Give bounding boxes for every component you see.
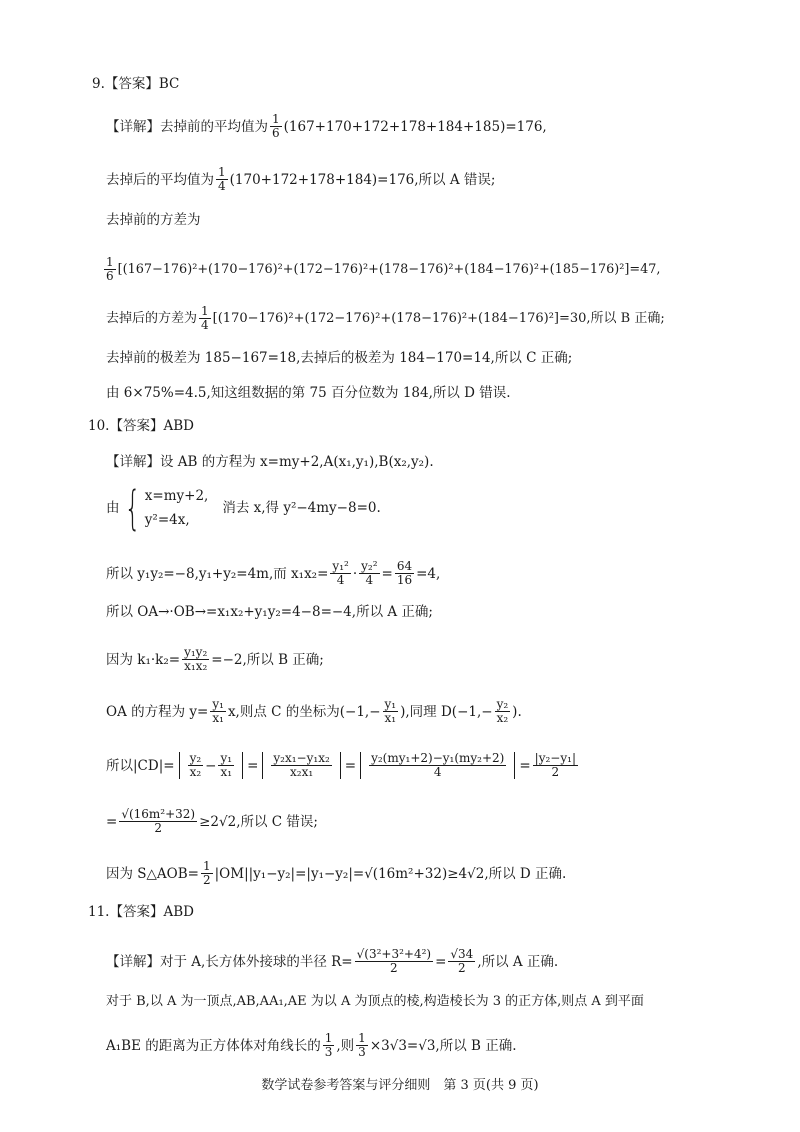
q10-cd-length xyxy=(106,752,580,779)
absolute-value xyxy=(360,752,515,779)
fraction xyxy=(119,808,197,835)
denominator: x₁ xyxy=(212,711,224,725)
q10-cd-bound xyxy=(106,808,318,835)
q9-range: 去掉前的极差为 185−167=18,去掉后的极差为 184−170=14,所以 C 正确; xyxy=(106,350,573,366)
q9-variance-after xyxy=(106,305,665,332)
q10-dot-product: 所以 OA→·OB→=x₁x₂+y₁y₂=4−8=−4,所以 A 正确; xyxy=(106,604,433,620)
fraction xyxy=(182,646,209,673)
text: = xyxy=(435,953,447,970)
numerator: 1 xyxy=(272,112,280,126)
denominator: 6 xyxy=(272,126,280,140)
fraction xyxy=(355,948,433,975)
denominator: 2 xyxy=(458,961,466,975)
fraction xyxy=(216,166,228,193)
numerator: y₁ xyxy=(384,697,397,711)
numerator: 1 xyxy=(106,255,114,269)
text: 去掉后的方差为 xyxy=(106,310,198,326)
text: = xyxy=(247,757,259,774)
text: |OM||y₁−y₂|=|y₁−y₂|=√(16m²+32)≥4√2,所以 D 正确. xyxy=(214,865,567,882)
denominator: 2 xyxy=(390,961,398,975)
q10-header: 10.【答案】ABD xyxy=(88,418,194,434)
text: ),同理 D(−1,− xyxy=(400,703,493,720)
q10-system xyxy=(106,481,381,535)
absolute-value xyxy=(262,752,340,779)
text: ). xyxy=(512,703,522,720)
text: 所以|CD|= xyxy=(106,757,175,774)
equation-line: y²=4x, xyxy=(144,512,190,528)
text: · xyxy=(352,565,358,582)
fraction xyxy=(210,698,226,725)
text: A₁BE 的距离为正方体体对角线长的 xyxy=(106,1037,321,1054)
text: (170+172+178+184)=176,所以 A 错误; xyxy=(229,171,496,188)
text: x,则点 C 的坐标为(−1,− xyxy=(227,703,381,720)
text: ,则 xyxy=(336,1037,355,1054)
denominator: 2 xyxy=(202,873,211,887)
q11-distance xyxy=(106,1032,517,1059)
numerator: y₁y₂ xyxy=(184,645,208,659)
text: ≥2√2,所以 C 错误; xyxy=(199,813,318,830)
numerator: 1 xyxy=(201,304,209,318)
left-brace: { xyxy=(124,481,141,535)
q9-mean-before xyxy=(106,113,547,140)
q11-header: 11.【答案】ABD xyxy=(88,904,194,920)
denominator: 4 xyxy=(201,318,209,332)
equation-system xyxy=(120,481,209,535)
denominator: 3 xyxy=(324,1045,333,1059)
text: 因为 S△AOB= xyxy=(106,865,199,882)
numerator: √(16m²+32) xyxy=(121,807,196,821)
numerator: y₂² xyxy=(361,559,378,573)
fraction xyxy=(495,698,511,725)
numerator: 1 xyxy=(324,1031,333,1045)
text: 因为 k₁·k₂= xyxy=(106,651,181,668)
denominator: 4 xyxy=(336,573,345,587)
denominator: x₁ xyxy=(220,765,233,779)
text: (167+170+172+178+184+185)=176, xyxy=(283,118,547,135)
text: − xyxy=(205,757,217,774)
denominator: x₂ xyxy=(496,711,509,725)
denominator: 16 xyxy=(396,573,413,587)
text: =4, xyxy=(416,565,441,582)
fraction xyxy=(104,256,116,283)
fraction xyxy=(330,560,350,587)
numerator: y₂(my₁+2)−y₁(my₂+2) xyxy=(371,751,505,765)
text: 去掉后的平均值为 xyxy=(106,171,214,188)
q9-variance-before xyxy=(102,256,660,283)
denominator: 2 xyxy=(551,765,560,779)
numerator: 1 xyxy=(202,859,211,873)
numerator: y₁ xyxy=(220,751,233,765)
denominator: 6 xyxy=(106,269,114,283)
q9-header: 9.【答案】BC xyxy=(92,76,180,92)
fraction xyxy=(369,752,506,779)
fraction xyxy=(359,560,379,587)
denominator: x₁ xyxy=(384,711,397,725)
text: =−2,所以 B 正确; xyxy=(211,651,324,668)
q10-product xyxy=(106,560,440,587)
fraction xyxy=(323,1032,335,1059)
text: 消去 x,得 y²−4my−8=0. xyxy=(222,500,381,516)
numerator: y₁ xyxy=(212,697,224,711)
fraction xyxy=(199,305,211,332)
numerator: y₁² xyxy=(332,559,349,573)
numerator: √(3²+3²+4²) xyxy=(356,947,432,961)
q11-radius xyxy=(106,948,558,975)
text: = xyxy=(106,813,118,830)
text: 所以 y₁y₂=−8,y₁+y₂=4m,而 x₁x₂= xyxy=(106,565,329,582)
denominator: x₂x₁ xyxy=(289,765,314,779)
text: ×3√3=√3,所以 B 正确. xyxy=(369,1037,517,1054)
fraction xyxy=(201,860,213,887)
q10-line-oa xyxy=(106,698,522,725)
text: = xyxy=(344,757,357,774)
text: 【详解】对于 A,长方体外接球的半径 R= xyxy=(106,953,353,970)
equation-line: x=my+2, xyxy=(144,488,209,504)
text: = xyxy=(519,757,531,774)
numerator: y₂ xyxy=(189,751,202,765)
numerator: 1 xyxy=(218,165,226,179)
q10-area xyxy=(106,860,566,887)
fraction xyxy=(218,752,234,779)
fraction xyxy=(271,752,331,779)
denominator: 4 xyxy=(365,573,374,587)
fraction xyxy=(356,1032,368,1059)
text: = xyxy=(381,565,393,582)
page-footer: 数学试卷参考答案与评分细则 第 3 页(共 9 页) xyxy=(261,1078,539,1093)
q10-slopes xyxy=(106,646,324,673)
numerator: √34 xyxy=(450,947,474,961)
denominator: 3 xyxy=(358,1045,366,1059)
numerator: y₂ xyxy=(496,697,509,711)
fraction xyxy=(270,113,282,140)
numerator: |y₂−y₁| xyxy=(534,751,576,765)
fraction xyxy=(188,752,204,779)
q10-setup: 【详解】设 AB 的方程为 x=my+2,A(x₁,y₁),B(x₂,y₂). xyxy=(106,454,434,470)
fraction xyxy=(395,560,414,587)
q11-cube: 对于 B,以 A 为一顶点,AB,AA₁,AE 为以 A 为顶点的棱,构造棱长为 3 的正方体,则点 A 到平面 xyxy=(106,994,644,1009)
numerator: 64 xyxy=(396,559,413,573)
fraction xyxy=(448,948,475,975)
denominator: x₁x₂ xyxy=(184,659,208,673)
denominator: 4 xyxy=(433,765,442,779)
q9-percentile: 由 6×75%=4.5,知这组数据的第 75 百分位数为 184,所以 D 错误. xyxy=(106,385,511,401)
denominator: x₂ xyxy=(189,765,202,779)
text: 【详解】去掉前的平均值为 xyxy=(106,118,268,135)
fraction xyxy=(533,752,578,779)
denominator: 4 xyxy=(218,179,226,193)
q9-variance-before-label: 去掉前的方差为 xyxy=(106,212,201,228)
text: [(167−176)²+(170−176)²+(172−176)²+(178−176)²+(184−176)²+(185−176)²]=47, xyxy=(117,261,661,277)
text: OA 的方程为 y= xyxy=(106,703,209,720)
numerator: 1 xyxy=(358,1031,366,1045)
text: [(170−176)²+(172−176)²+(178−176)²+(184−176)²]=30,所以 B 正确; xyxy=(212,310,665,326)
text: ,所以 A 正确. xyxy=(477,953,559,970)
absolute-value xyxy=(179,752,244,779)
numerator: y₂x₁−y₁x₂ xyxy=(273,751,330,765)
fraction xyxy=(383,698,399,725)
denominator: 2 xyxy=(154,821,163,835)
text: 由 xyxy=(106,500,120,516)
q9-mean-after xyxy=(106,166,495,193)
